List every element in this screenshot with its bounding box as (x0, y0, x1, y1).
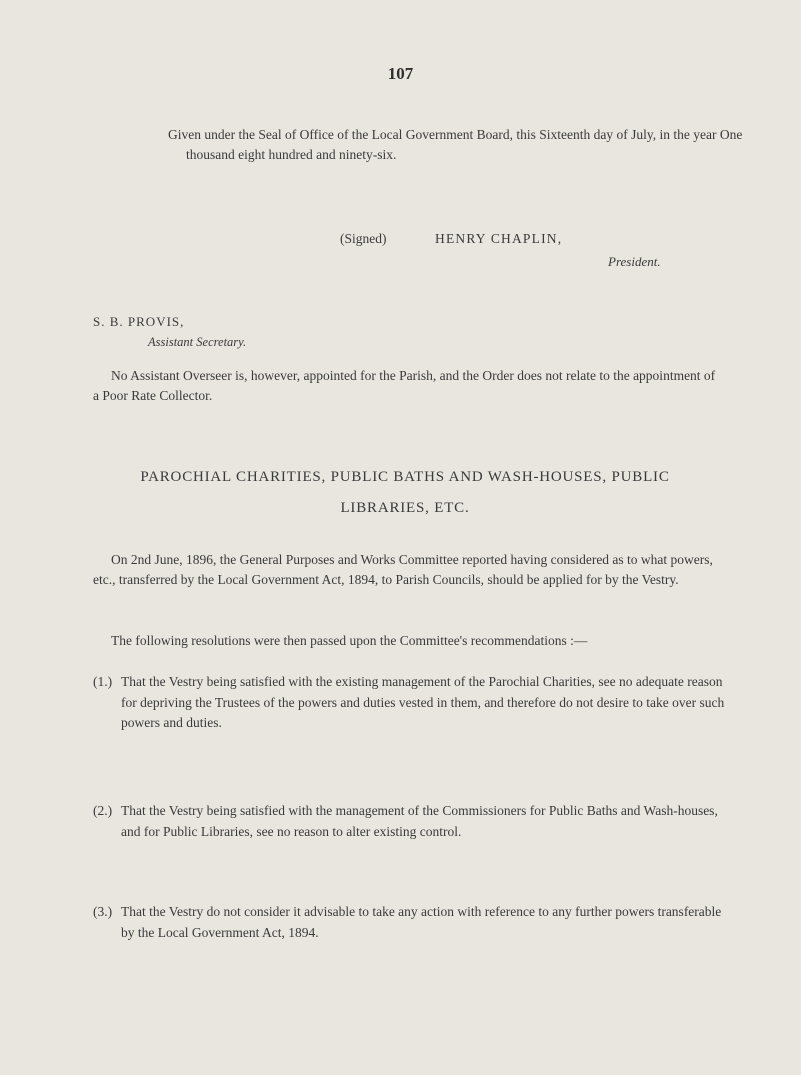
section-heading-line-2: LIBRARIES, ETC. (340, 500, 470, 516)
resolution-item (93, 902, 733, 943)
assistant-secretary-name: S. B. PROVIS, (93, 314, 185, 329)
resolution-number: (3.) (93, 904, 113, 919)
resolutions-intro: The following resolutions were then passed upon the Committee's recommendations :— (111, 633, 588, 648)
committee-report: On 2nd June, 1896, the General Purposes and Works Committee reported having considered as to what powers, etc., transferred by the Local Government Act, 1894, to Parish Councils, should be applied for by the Vestry. (93, 552, 713, 587)
signed-label: (Signed) (340, 231, 387, 246)
signatory-name: HENRY CHAPLIN, (435, 231, 563, 246)
assistant-secretary-title: Assistant Secretary. (148, 335, 247, 349)
section-heading-line-1: PAROCHIAL CHARITIES, PUBLIC BATHS AND WASH-HOUSES, PUBLIC (140, 469, 670, 485)
resolution-item (93, 672, 733, 734)
resolution-number: (2.) (93, 803, 113, 818)
signatory-title: President. (608, 254, 661, 269)
resolution-text: That the Vestry being satisfied with the management of the Commissioners for Public Baths and Wash-houses, and for Public Libraries, see no reason to alter existing control. (121, 803, 718, 839)
section-heading (60, 462, 750, 524)
overseer-note: No Assistant Overseer is, however, appointed for the Parish, and the Order does not relate to the appointment of a Poor Rate Collector. (93, 368, 716, 403)
resolution-item (93, 801, 733, 842)
resolution-text: That the Vestry do not consider it advisable to take any action with reference to any further powers transferable by the Local Government Act, 1894. (121, 904, 722, 940)
resolution-text: That the Vestry being satisfied with the existing management of the Parochial Charities, see no adequate reason for depriving the Trustees of the powers and duties vested in them, and therefore do not desire to take over such powers and duties. (121, 674, 725, 730)
page-number: 107 (387, 64, 414, 83)
seal-statement: Given under the Seal of Office of the Local Government Board, this Sixteenth day of July, in the year One thousand eight hundred and ninety-six. (168, 127, 743, 162)
resolution-number: (1.) (93, 674, 113, 689)
